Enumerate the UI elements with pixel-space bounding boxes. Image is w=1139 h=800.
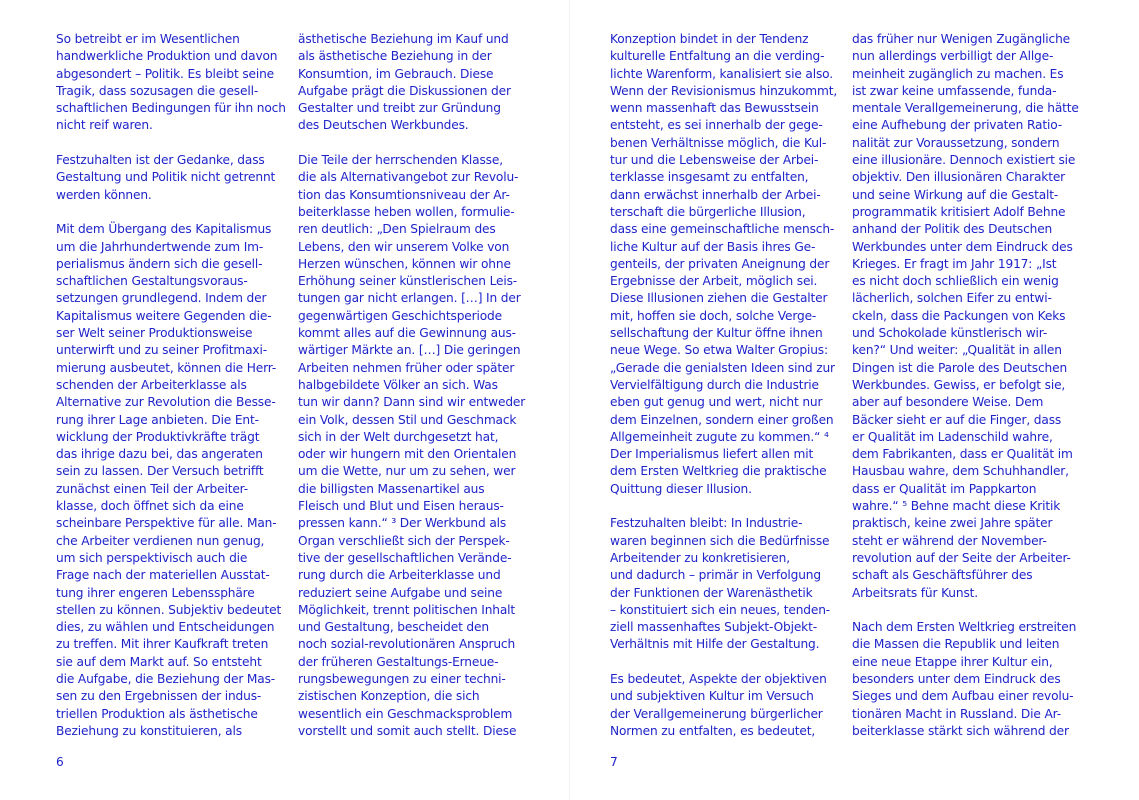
text-line: Werkbundes. Gewiss, er befolgt sie, — [852, 377, 1066, 392]
text-line: tive der gesellschaftlichen Verände- — [298, 550, 512, 565]
text-line: zistischen Konzeption, die sich — [298, 689, 480, 704]
text-line: pressen kann.“ ³ Der Werkbund als — [298, 516, 507, 531]
text-line: Festzuhalten ist der Gedanke, dass — [56, 153, 265, 168]
text-line: ken?“ Und weiter: „Qualität in allen — [852, 343, 1062, 358]
text-line: ist zwar keine umfassende, funda- — [852, 83, 1057, 98]
paragraph — [852, 619, 1088, 740]
text-line: wahre.“ ⁵ Behne macht diese Kritik — [852, 499, 1061, 514]
text-line: Frage nach der materiellen Ausstat- — [56, 568, 270, 583]
text-line: zu treffen. Mit ihrer Kaufkraft treten — [56, 637, 269, 652]
text-line: stellen zu können. Subjektiv bedeutet — [56, 602, 282, 617]
text-line: Ergebnisse der Arbeit, möglich sei. — [610, 274, 818, 289]
text-line: ckeln, dass die Packungen von Keks — [852, 308, 1066, 323]
text-line: tur und die Lebensweise der Arbei- — [610, 153, 819, 168]
text-line: Erhöhung seiner künstlerischen Leis- — [298, 274, 518, 289]
text-line: um die Jahrhundertwende zum Im- — [56, 239, 264, 254]
text-line: Quittung dieser Illusion. — [610, 481, 752, 496]
text-line: sich in der Welt durchgesetzt hat, — [298, 429, 499, 444]
text-line: der Funktionen der Warenästhetik — [610, 585, 813, 600]
text-line: die Aufgabe, die Beziehung der Mas- — [56, 671, 276, 686]
text-line: zunächst einen Teil der Arbeiter- — [56, 481, 249, 496]
text-line: Gestalter und treibt zur Gründung — [298, 101, 501, 116]
text-line: Fleisch und Blut und Eisen heraus- — [298, 499, 504, 514]
text-line: Festzuhalten bleibt: In Industrie- — [610, 516, 803, 531]
paragraph — [852, 31, 1088, 602]
text-line: das ihrige dazu bei, das angeraten — [56, 447, 263, 462]
text-line: dem Fabrikanten, dass er Qualität im — [852, 447, 1073, 462]
text-line: sein zu lassen. Der Versuch betrifft — [56, 464, 264, 479]
text-line: halbgebildete Völker an sich. Was — [298, 377, 498, 392]
text-line: So betreibt er im Wesentlichen — [56, 32, 240, 46]
text-line: schaft als Geschäftsführer des — [852, 568, 1033, 583]
text-line: um sich perspektivisch auch die — [56, 550, 248, 565]
text-line: sie auf dem Markt auf. So entsteht — [56, 654, 262, 669]
text-line: Verhältnis mit Hilfe der Gestaltung. — [610, 637, 820, 652]
text-line: Lebens, den wir unserem Volke von — [298, 239, 510, 254]
text-line: ästhetische Beziehung im Kauf und — [298, 32, 509, 46]
text-line: mierung ausbeutet, können die Herr- — [56, 360, 277, 375]
text-line: der früheren Gestaltungs-Erneue- — [298, 654, 499, 669]
text-line: waren beginnen sich die Bedürfnisse — [610, 533, 830, 548]
text-line: nicht reif waren. — [56, 118, 153, 133]
text-line: Alternative zur Revolution die Besse- — [56, 395, 276, 410]
text-line: es nicht doch schließlich ein wenig — [852, 274, 1059, 289]
text-line: entsteht, es sei innerhalb der gege- — [610, 118, 823, 133]
text-line: „Gerade die genialsten Ideen sind zur — [610, 360, 835, 375]
text-line: perialismus ändern sich die gesell- — [56, 256, 263, 271]
text-line: wesentlich ein Geschmacksproblem — [298, 706, 513, 721]
text-line: meinheit zugänglich zu machen. Es — [852, 66, 1064, 81]
text-line: Arbeitender zu konkretisieren, — [610, 550, 790, 565]
text-line: beiterklasse heben wollen, formulie- — [298, 204, 515, 219]
text-line: liche Kultur auf der Basis ihres Ge- — [610, 239, 816, 254]
paragraph — [56, 152, 292, 204]
text-line: des Deutschen Werkbundes. — [298, 118, 469, 133]
text-line: ren deutlich: „Den Spielraum des — [298, 222, 496, 237]
text-line: Konzeption bindet in der Tendenz — [610, 32, 809, 46]
text-line: wärtiger Märkte an. […] Die geringen — [298, 343, 521, 358]
text-line: scheinbare Perspektive für alle. Man- — [56, 516, 277, 531]
text-line: und seine Wirkung auf die Gestalt- — [852, 187, 1059, 202]
text-line: ein Volk, dessen Stil und Geschmack — [298, 412, 517, 427]
left-page — [0, 0, 569, 800]
text-line: Vervielfältigung durch die Industrie — [610, 377, 819, 392]
text-line: Allgemeinheit zugute zu kommen.“ ⁴ — [610, 429, 829, 444]
text-line: und Schokolade künstlerisch wir- — [852, 326, 1048, 341]
text-line: um die Wette, nur um zu sehen, wer — [298, 464, 516, 479]
text-line: Tragik, dass sozusagen die gesell- — [56, 83, 259, 98]
text-line: praktisch, keine zwei Jahre später — [852, 516, 1053, 531]
text-line: Krieges. Er fragt im Jahr 1917: „Ist — [852, 256, 1057, 271]
text-line: lächerlich, solchen Eifer zu entwi- — [852, 291, 1052, 306]
text-line: rungsbewegungen zu einer techni- — [298, 671, 506, 686]
text-line: lichte Warenform, kanalisiert sie also. — [610, 66, 833, 81]
text-line: Arbeitsrats für Kunst. — [852, 585, 979, 600]
text-line: eine illusionäre. Dennoch existiert sie — [852, 153, 1076, 168]
left-page-column-1 — [56, 31, 292, 757]
right-page-column-1 — [610, 31, 846, 757]
text-line: tionären Macht in Russland. Die Ar- — [852, 706, 1061, 721]
text-line: der Verallgemeinerung bürgerlicher — [610, 706, 823, 721]
text-line: Werkbundes unter dem Eindruck des — [852, 239, 1073, 254]
text-line: Mit dem Übergang des Kapitalismus — [56, 222, 272, 237]
text-line: und Gestaltung, bescheidet den — [298, 620, 489, 635]
text-line: Der Imperialismus liefert allen mit — [610, 447, 814, 462]
text-line: tun wir dann? Dann sind wir entweder — [298, 395, 526, 410]
left-page-column-2 — [298, 31, 534, 757]
text-line: genteils, der privaten Aneignung der — [610, 256, 830, 271]
text-line: Hausbau wahre, dem Schuhhandler, — [852, 464, 1069, 479]
text-line: noch sozial-revolutionären Anspruch — [298, 637, 516, 652]
text-line: ziell massenhaftes Subjekt-Objekt- — [610, 620, 817, 635]
paragraph — [56, 221, 292, 740]
text-line: schaftlichen Bedingungen für ihn noch — [56, 101, 286, 116]
text-line: ser Welt seiner Produktionsweise — [56, 326, 253, 341]
text-line: wenn massenhaft das Bewusstsein — [610, 101, 819, 116]
text-line: Sieges und dem Aufbau einer revolu- — [852, 689, 1074, 704]
text-line: neue Wege. So etwa Walter Gropius: — [610, 343, 828, 358]
text-line: nun allerdings verbilligt der Allge- — [852, 49, 1054, 64]
text-line: reduziert seine Aufgabe und seine — [298, 585, 503, 600]
text-line: Beziehung zu konstituieren, als — [56, 723, 242, 738]
text-line: kulturelle Entfaltung an die verding- — [610, 49, 825, 64]
page-number-right: 7 — [610, 755, 618, 769]
text-line: rung durch die Arbeiterklasse und — [298, 568, 501, 583]
text-line: Gestaltung und Politik nicht getrennt — [56, 170, 276, 185]
text-line: Konsumtion, im Gebrauch. Diese — [298, 66, 494, 81]
text-line: tungen gar nicht erlangen. […] In der — [298, 291, 521, 306]
text-line: besonders unter dem Eindruck des — [852, 671, 1061, 686]
text-line: benen Verhältnisse möglich, die Kul- — [610, 135, 827, 150]
text-line: dass er Qualität im Pappkarton — [852, 481, 1037, 496]
text-line: sellschaftung der Kultur öffne ihnen — [610, 326, 823, 341]
text-line: wicklung der Produktivkräfte trägt — [56, 429, 260, 444]
text-line: tion das Konsumtionsniveau der Ar- — [298, 187, 510, 202]
text-line: Möglichkeit, trennt politischen Inhalt — [298, 602, 516, 617]
text-line: die als Alternativangebot zur Revolu- — [298, 170, 519, 185]
text-line: setzungen grundlegend. Indem der — [56, 291, 267, 306]
text-line: kommt alles auf die Gewinnung aus- — [298, 326, 516, 341]
text-line: nalität zur Voraussetzung, sondern — [852, 135, 1060, 150]
text-line: triellen Produktion als ästhetische — [56, 706, 258, 721]
text-line: Es bedeutet, Aspekte der objektiven — [610, 671, 827, 686]
text-line: eine Aufhebung der privaten Ratio- — [852, 118, 1062, 133]
text-line: Nach dem Ersten Weltkrieg erstreiten — [852, 620, 1077, 635]
text-line: che Arbeiter verdienen nun genug, — [56, 533, 265, 548]
text-line: dass eine gemeinschaftliche mensch- — [610, 222, 835, 237]
text-line: Diese Illusionen ziehen die Gestalter — [610, 291, 828, 306]
text-line: Dingen ist die Parole des Deutschen — [852, 360, 1068, 375]
text-line: dem Ersten Weltkrieg die praktische — [610, 464, 827, 479]
text-line: programmatik kritisiert Adolf Behne — [852, 204, 1066, 219]
text-line: schaftlichen Gestaltungsvoraus- — [56, 274, 248, 289]
text-line: dem Einzelnen, sondern einer großen — [610, 412, 834, 427]
text-line: werden können. — [56, 187, 152, 202]
text-line: handwerkliche Produktion und davon — [56, 49, 278, 64]
paragraph — [610, 31, 846, 498]
text-line: abgesondert – Politik. Es bleibt seine — [56, 66, 275, 81]
text-line: terklasse insgesamt zu entfalten, — [610, 170, 809, 185]
page-number-left: 6 — [56, 755, 64, 769]
text-line: revolution auf der Seite der Arbeiter- — [852, 550, 1071, 565]
text-line: – konstituiert sich ein neues, tenden- — [610, 602, 831, 617]
text-line: schenden der Arbeiterklasse als — [56, 377, 247, 392]
text-line: rung ihrer Lage anbieten. Die Ent- — [56, 412, 259, 427]
text-line: objektiv. Den illusionären Charakter — [852, 170, 1066, 185]
paragraph — [56, 31, 292, 135]
text-line: eben gut genug und wert, nicht nur — [610, 395, 823, 410]
right-page-column-2 — [852, 31, 1088, 757]
text-line: aber auf besondere Weise. Dem — [852, 395, 1044, 410]
text-line: die billigsten Massenartikel aus — [298, 481, 485, 496]
text-line: klasse, doch öffnet sich da eine — [56, 499, 244, 514]
text-line: das früher nur Wenigen Zugängliche — [852, 32, 1071, 46]
text-line: anhand der Politik des Deutschen — [852, 222, 1053, 237]
paragraph — [298, 152, 534, 740]
text-line: eine neue Etappe ihrer Kultur ein, — [852, 654, 1053, 669]
text-line: und dadurch – primär in Verfolgung — [610, 568, 821, 583]
paragraph — [298, 31, 534, 135]
text-line: mentale Verallgemeinerung, die hätte — [852, 101, 1079, 116]
text-line: oder wir hungern mit den Orientalen — [298, 447, 517, 462]
text-line: beiterklasse stärkt sich während der — [852, 723, 1069, 738]
text-line: Kapitalismus weitere Gegenden die- — [56, 308, 272, 323]
text-line: Bäcker sieht er auf die Finger, dass — [852, 412, 1062, 427]
text-line: vorstellt und somit auch stellt. Diese — [298, 723, 517, 738]
text-line: dies, zu wählen und Entscheidungen — [56, 620, 275, 635]
paragraph — [610, 515, 846, 653]
text-line: und subjektiven Kultur im Versuch — [610, 689, 814, 704]
paragraph — [610, 671, 846, 740]
text-line: Arbeiten nehmen früher oder später — [298, 360, 515, 375]
text-line: er Qualität im Ladenschild wahre, — [852, 429, 1053, 444]
right-page — [570, 0, 1139, 800]
text-line: gegenwärtigen Geschichtsperiode — [298, 308, 502, 323]
text-line: terschaft die bürgerliche Illusion, — [610, 204, 806, 219]
text-line: sen zu den Ergebnissen der indus- — [56, 689, 262, 704]
text-line: die Massen die Republik und leiten — [852, 637, 1060, 652]
text-line: Organ verschließt sich der Perspek- — [298, 533, 510, 548]
text-line: Wenn der Revisionismus hinzukommt, — [610, 83, 838, 98]
text-line: Die Teile der herrschenden Klasse, — [298, 153, 503, 168]
text-line: Normen zu entfalten, es bedeutet, — [610, 723, 816, 738]
text-line: unterwirft und zu seiner Profitmaxi- — [56, 343, 267, 358]
text-line: mit, hoffen sie doch, solche Verge- — [610, 308, 817, 323]
text-line: Aufgabe prägt die Diskussionen der — [298, 83, 511, 98]
text-line: als ästhetische Beziehung in der — [298, 49, 492, 64]
text-line: Herzen wünschen, können wir ohne — [298, 256, 511, 271]
text-line: steht er während der November- — [852, 533, 1047, 548]
text-line: tung ihrer engeren Lebenssphäre — [56, 585, 255, 600]
text-line: dann erwächst innerhalb der Arbei- — [610, 187, 821, 202]
